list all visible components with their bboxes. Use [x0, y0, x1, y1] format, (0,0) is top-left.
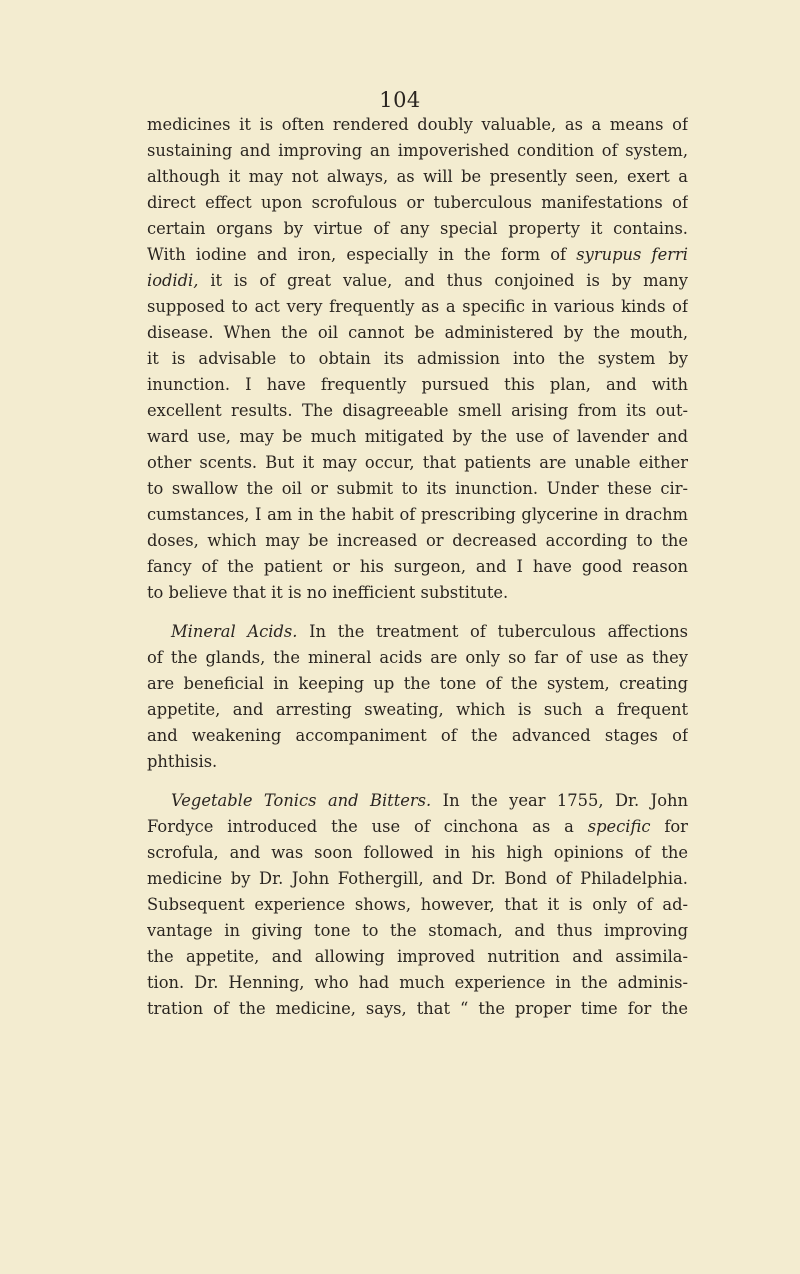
- latin-term: iodidi,: [147, 271, 199, 290]
- text-line: scrofula, and was soon followed in his high opinions of the: [147, 843, 688, 862]
- text-run: for: [664, 817, 688, 836]
- text-line: are beneficial in keeping up the tone of the system, creating: [147, 674, 688, 693]
- text-run: it is of great value, and thus conjoined is by many: [210, 271, 688, 290]
- text-run: In the year 1755, Dr. John: [442, 791, 688, 810]
- text-line: of the glands, the mineral acids are only so far of use as they: [147, 648, 688, 667]
- text-line: [147, 788, 688, 814]
- text-line: ward use, may be much mitigated by the use of lavender and: [147, 427, 688, 446]
- text-line: tion. Dr. Henning, who had much experience in the adminis-: [147, 973, 688, 992]
- section-heading: Mineral Acids.: [171, 622, 298, 641]
- text-line: although it may not always, as will be presently seen, exert a: [147, 167, 688, 186]
- text-line: excellent results. The disagreeable smell arising from its out-: [147, 401, 688, 420]
- text-line: it is advisable to obtain its admission into the system by: [147, 349, 688, 368]
- text-line: [147, 619, 688, 645]
- text-run: Fordyce introduced the use of cinchona as a: [147, 817, 574, 836]
- text-line: medicine by Dr. John Fothergill, and Dr. Bond of Philadelphia.: [147, 869, 688, 888]
- page-number: 104: [379, 88, 421, 112]
- text-line: phthisis.: [147, 752, 218, 771]
- paragraph-mineral-acids: [147, 619, 688, 775]
- emphasis: specific: [587, 817, 651, 836]
- text-line: tration of the medicine, says, that “ the proper time for the: [147, 999, 688, 1018]
- text-line: [147, 242, 688, 268]
- paragraph-cod-liver-oil: [147, 112, 688, 606]
- text-line: fancy of the patient or his surgeon, and I have good reason: [147, 557, 688, 576]
- text-line: sustaining and improving an impoverished condition of system,: [147, 141, 688, 160]
- text-line: doses, which may be increased or decreased according to the: [147, 531, 688, 550]
- text-line: to swallow the oil or submit to its inunction. Under these cir-: [147, 479, 688, 498]
- latin-term: syrupus ferri: [576, 245, 688, 264]
- text-line: inunction. I have frequently pursued this plan, and with: [147, 375, 688, 394]
- text-line: Subsequent experience shows, however, that it is only of ad-: [147, 895, 688, 914]
- text-line: appetite, and arresting sweating, which is such a frequent: [147, 700, 688, 719]
- paragraph-vegetable-tonics: [147, 788, 688, 1022]
- text-line: [147, 814, 688, 840]
- section-heading: Vegetable Tonics and Bitters.: [171, 791, 432, 810]
- text-line: vantage in giving tone to the stomach, and thus improving: [147, 921, 688, 940]
- body-text: [147, 112, 688, 1022]
- text-line: disease. When the oil cannot be administered by the mouth,: [147, 323, 688, 342]
- text-line: supposed to act very frequently as a specific in various kinds of: [147, 297, 688, 316]
- text-run: With iodine and iron, especially in the form of: [147, 245, 567, 264]
- text-line: [147, 268, 688, 294]
- text-line: certain organs by virtue of any special property it contains.: [147, 219, 688, 238]
- text-run: In the treatment of tuberculous affections: [309, 622, 688, 641]
- text-line: medicines it is often rendered doubly valuable, as a means of: [147, 115, 688, 134]
- text-line: the appetite, and allowing improved nutrition and assimila-: [147, 947, 688, 966]
- text-line: direct effect upon scrofulous or tuberculous manifestations of: [147, 193, 688, 212]
- text-line: to believe that it is no inefficient substitute.: [147, 583, 509, 602]
- text-line: cumstances, I am in the habit of prescribing glycerine in drachm: [147, 505, 688, 524]
- text-line: other scents. But it may occur, that patients are unable either: [147, 453, 688, 472]
- text-line: and weakening accompaniment of the advanced stages of: [147, 726, 688, 745]
